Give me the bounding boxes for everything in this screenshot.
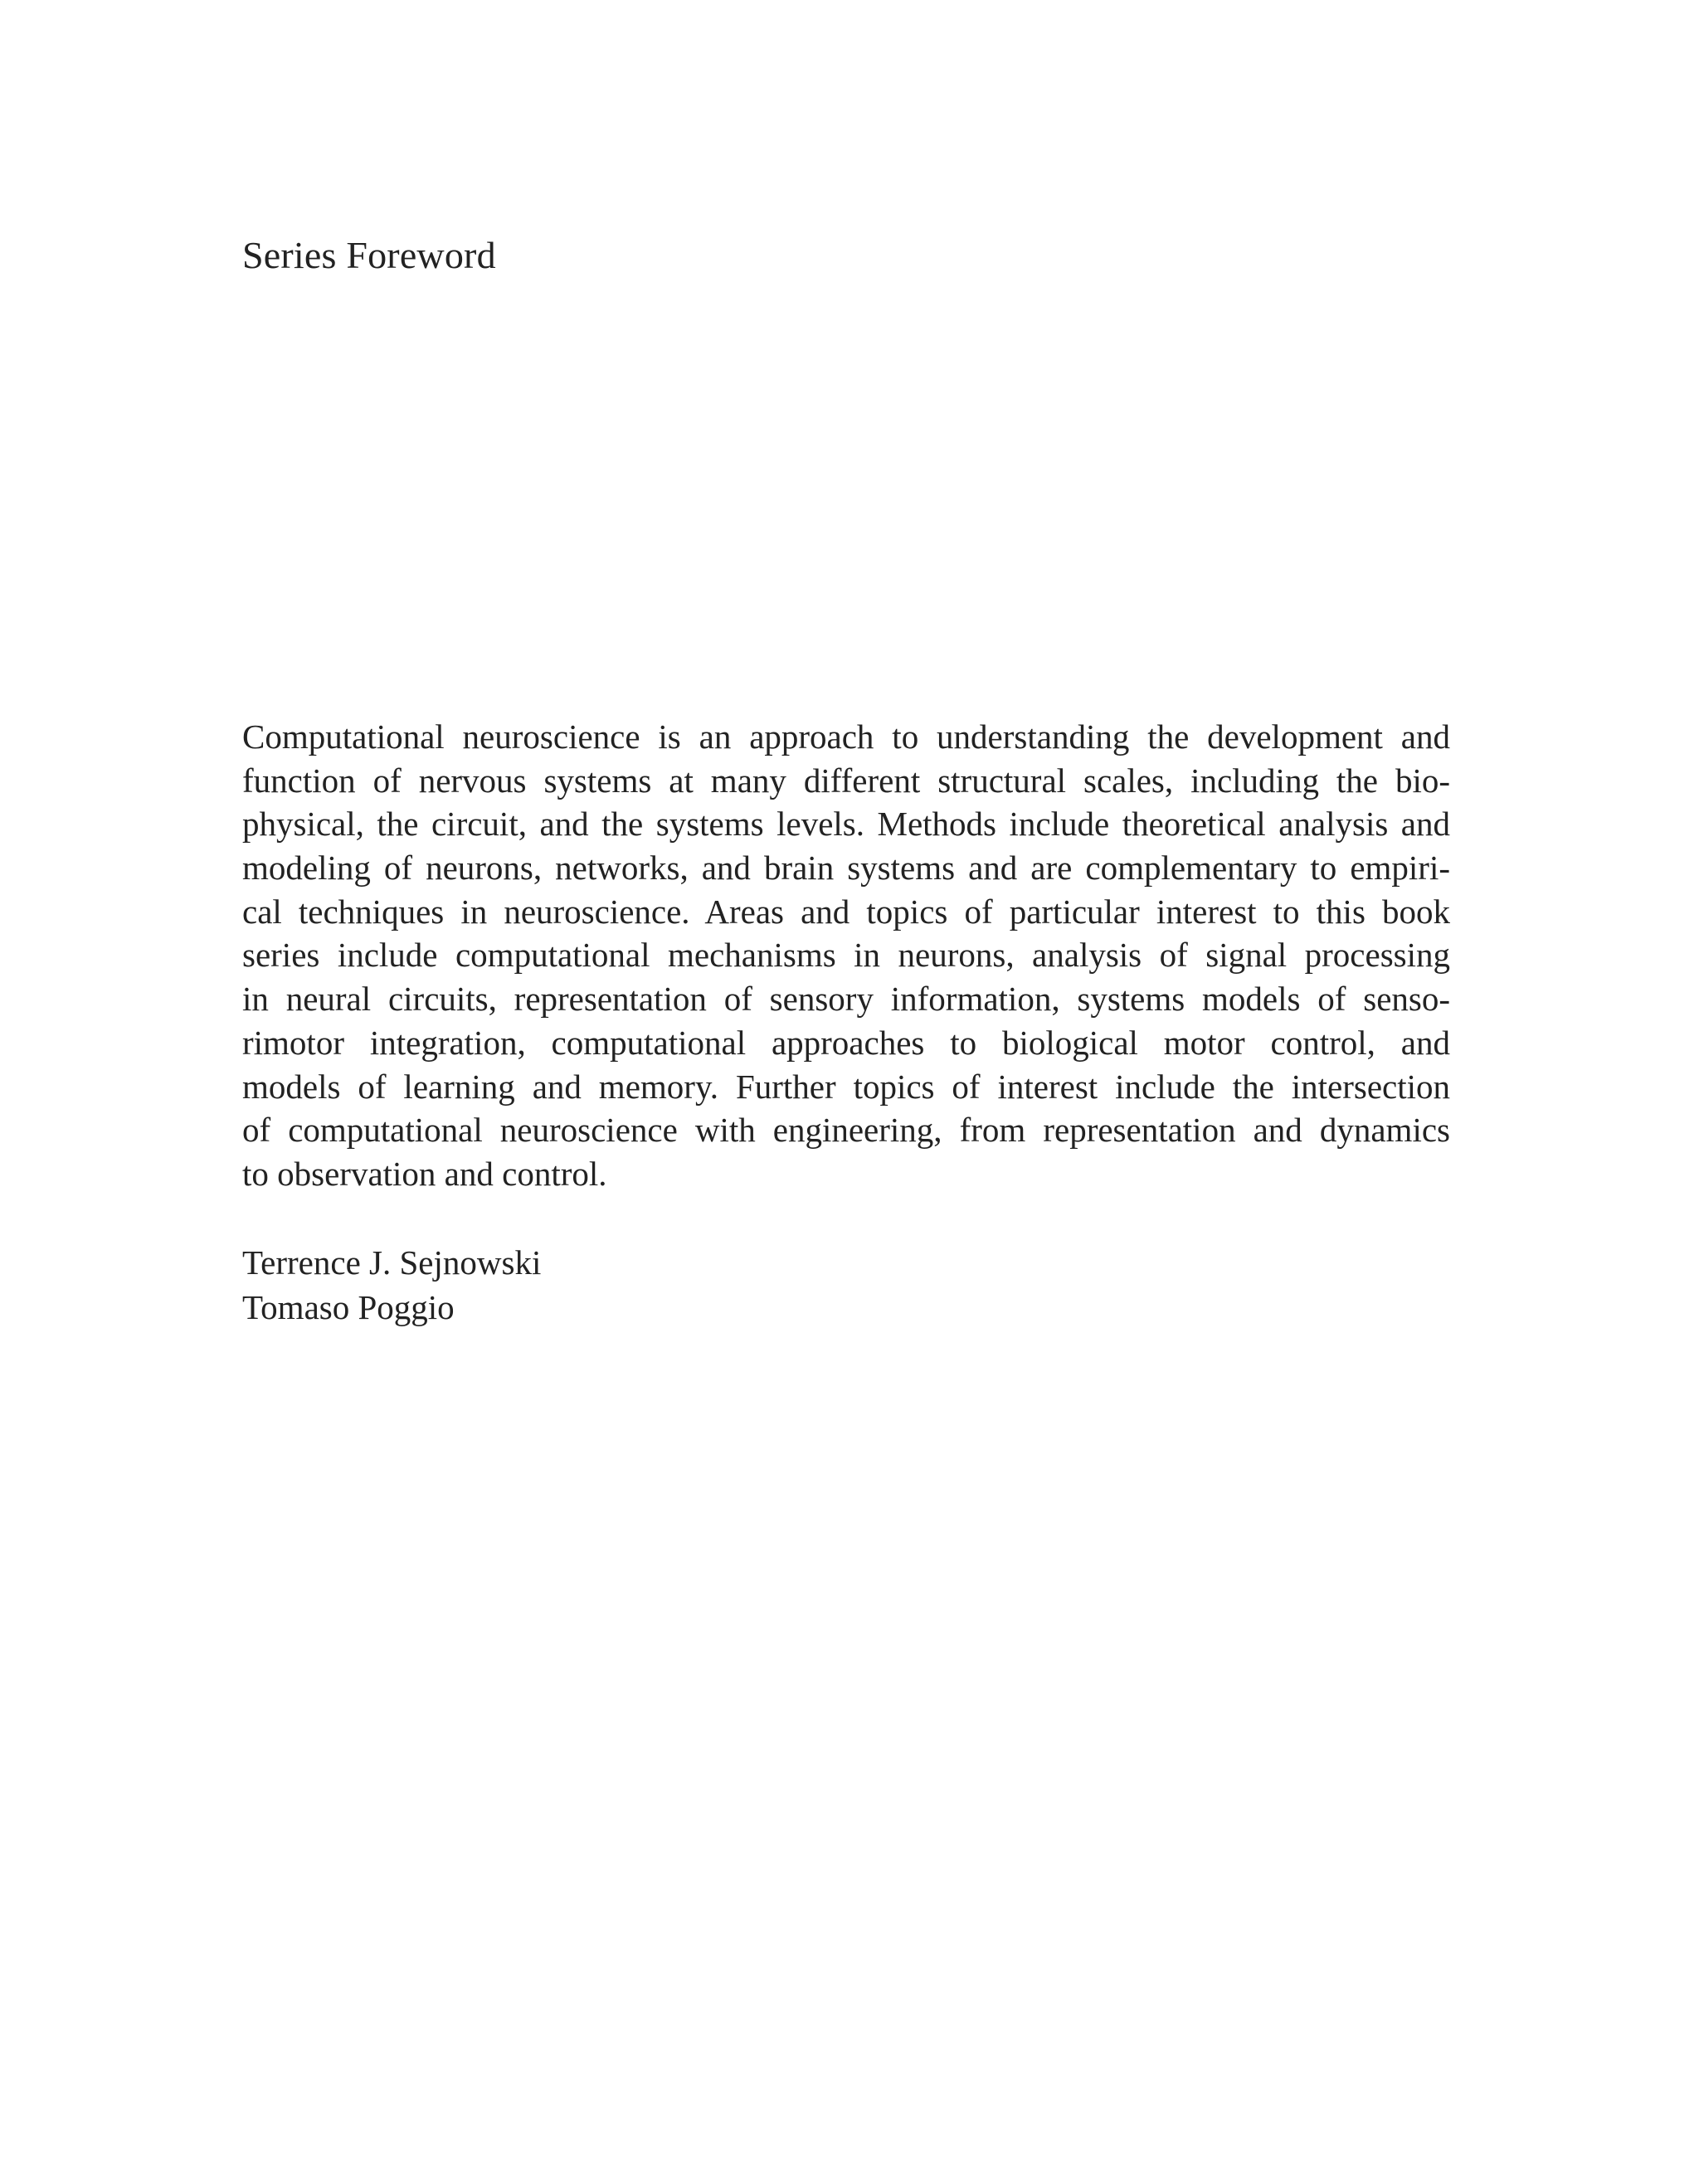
paragraph-line: of computational neuroscience with engineering, from representation and dynamics bbox=[242, 1111, 1450, 1150]
foreword-paragraph bbox=[242, 715, 1450, 1196]
paragraph-line: rimotor integration, computational approaches to biological motor control, and bbox=[242, 1023, 1450, 1062]
paragraph-line: to observation and control. bbox=[242, 1154, 607, 1193]
signatory-name: Tomaso Poggio bbox=[242, 1288, 455, 1326]
paragraph-line: physical, the circuit, and the systems levels. Methods include theoretical analysis and bbox=[242, 805, 1450, 844]
paragraph-line: in neural circuits, representation of sensory information, systems models of senso- bbox=[242, 980, 1450, 1019]
paragraph-line: models of learning and memory. Further topics of interest include the intersection bbox=[242, 1067, 1450, 1106]
paragraph-line: cal techniques in neuroscience. Areas and topics of particular interest to this book bbox=[242, 892, 1450, 931]
page-title: Series Foreword bbox=[242, 234, 496, 276]
paragraph-line: series include computational mechanisms in neurons, analysis of signal processing bbox=[242, 936, 1450, 975]
paragraph-line: Computational neuroscience is an approach to understanding the development and bbox=[242, 717, 1450, 756]
signatories bbox=[242, 1240, 541, 1330]
signatory-name: Terrence J. Sejnowski bbox=[242, 1243, 542, 1282]
paragraph-line: modeling of neurons, networks, and brain systems and are complementary to empiri- bbox=[242, 849, 1450, 888]
paragraph-line: function of nervous systems at many different structural scales, including the bio- bbox=[242, 761, 1450, 800]
